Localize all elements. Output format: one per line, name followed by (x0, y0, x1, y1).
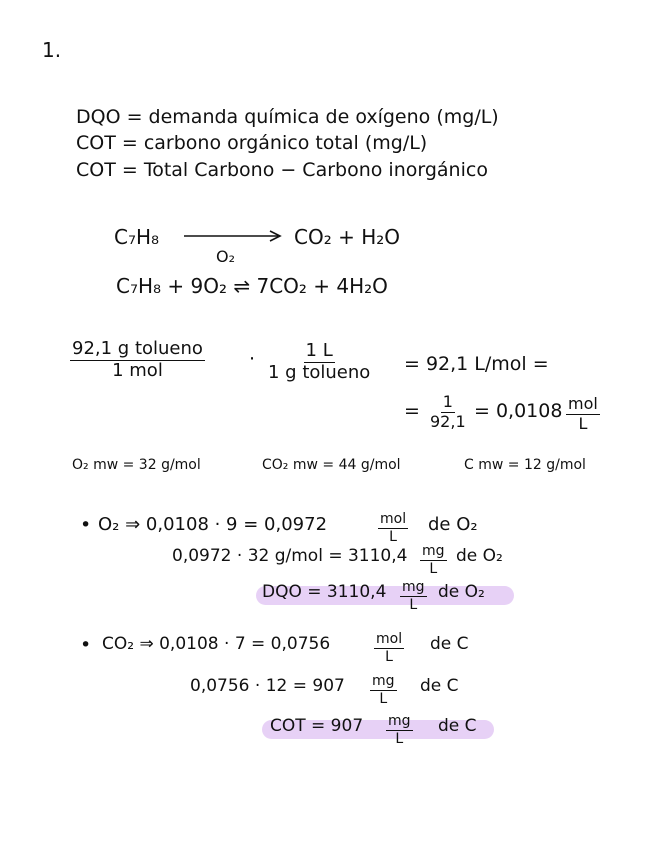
definition-cot: COT = carbono orgánico total (mg/L) (76, 132, 428, 154)
unit-numerator: mg (402, 579, 425, 595)
dqo-result-suffix: de O₂ (438, 582, 485, 602)
dqo-result: DQO = 3110,4 (262, 582, 387, 602)
co2-line1: CO₂ ⇒ 0,0108 · 7 = 0,0756 (102, 634, 331, 654)
fraction-denominator: 92,1 (430, 411, 466, 431)
unit-numerator: mol (376, 631, 403, 647)
fraction-numerator: 92,1 g tolueno (72, 338, 203, 359)
reaction1-reactant: C₇H₈ (114, 225, 160, 249)
cot-result-suffix: de C (438, 716, 477, 736)
fraction-numerator: 1 (442, 392, 453, 411)
bullet-co2: • (80, 634, 92, 656)
unit-numerator: mol (568, 394, 598, 413)
co2-line2-suffix: de C (420, 676, 459, 696)
unit-denominator: L (578, 413, 588, 433)
cot-result-unit (386, 714, 413, 746)
o2-line2-suffix: de O₂ (456, 546, 503, 566)
reaction1-products: CO₂ + H₂O (294, 225, 400, 249)
o2-line1-suffix: de O₂ (428, 514, 478, 535)
definition-cot-equation: COT = Total Carbono − Carbono inorgánico (76, 159, 488, 181)
unit-mol-per-liter (566, 396, 600, 433)
equals-sign: = (404, 400, 420, 422)
unit-denominator: L (395, 730, 404, 747)
multiply-dot: · (249, 348, 256, 370)
fraction-reciprocal (430, 394, 466, 431)
co2-line1-suffix: de C (430, 634, 469, 654)
fraction-volume-per-gram (268, 342, 370, 383)
o2-line2: 0,0972 · 32 g/mol = 3110,4 (172, 546, 408, 566)
molar-mass-co2: CO₂ mw = 44 g/mol (262, 457, 401, 473)
fraction-denominator: 1 mol (112, 359, 163, 381)
unit-denominator: L (389, 528, 397, 545)
unit-denominator: L (429, 560, 438, 577)
o2-line1-unit (378, 512, 408, 544)
unit-denominator: L (385, 648, 393, 665)
problem-number: 1. (42, 38, 62, 62)
bullet-o2: • (80, 514, 92, 536)
unit-denominator: L (379, 690, 388, 707)
fraction-toluene-molar-mass (70, 340, 205, 381)
reaction-arrow-icon (182, 228, 286, 244)
molar-mass-c: C mw = 12 g/mol (464, 457, 586, 473)
conversion-result: = 92,1 L/mol = (404, 353, 549, 375)
reaction2-balanced: C₇H₈ + 9O₂ ⇌ 7CO₂ + 4H₂O (116, 274, 388, 298)
co2-line1-unit (374, 632, 404, 664)
unit-numerator: mg (388, 713, 411, 729)
molarity-value: = 0,0108 (474, 400, 563, 422)
reaction1-reagent: O₂ (216, 247, 236, 266)
co2-line2: 0,0756 · 12 = 907 (190, 676, 345, 696)
co2-line2-unit (370, 674, 397, 706)
unit-denominator: L (409, 596, 418, 613)
molar-mass-o2: O₂ mw = 32 g/mol (72, 457, 201, 473)
o2-line1: O₂ ⇒ 0,0108 · 9 = 0,0972 (98, 514, 328, 535)
o2-line2-unit (420, 544, 447, 576)
fraction-denominator: 1 g tolueno (268, 361, 371, 383)
definition-dqo: DQO = demanda química de oxígeno (mg/L) (76, 106, 499, 128)
dqo-result-unit (400, 580, 427, 612)
unit-numerator: mg (372, 673, 395, 689)
unit-numerator: mg (422, 543, 445, 559)
fraction-numerator: 1 L (305, 340, 333, 361)
cot-result: COT = 907 (270, 716, 364, 736)
unit-numerator: mol (380, 511, 407, 527)
